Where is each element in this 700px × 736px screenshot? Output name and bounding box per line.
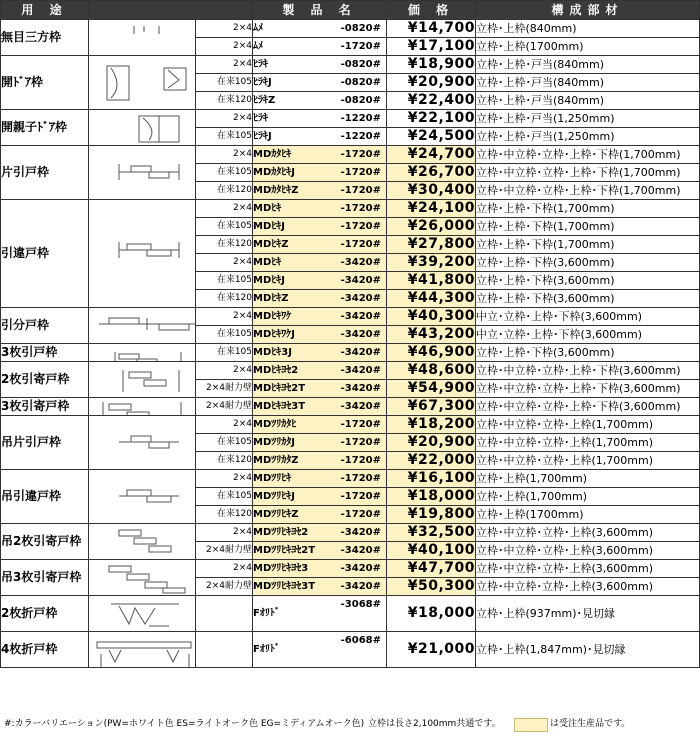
product-code: -3420# (340, 527, 381, 538)
product-name: MDｶﾀﾋｷJ (253, 167, 295, 178)
price-cell: ¥17,100 (387, 38, 476, 56)
table-row (1, 344, 700, 362)
price-cell: ¥48,600 (387, 362, 476, 380)
product-name: MDﾂﾘﾋｷZ (253, 509, 299, 520)
price-cell: ¥50,300 (387, 578, 476, 596)
spec-cell: 2×4 (196, 110, 253, 128)
product-code: -1720# (340, 473, 381, 484)
product-code: -3420# (340, 401, 381, 412)
components-cell: 立枠･中立枠･立枠･上枠･下枠(1,700mm) (476, 182, 700, 200)
spec-cell: 2×4 (196, 200, 253, 218)
product-name: MDﾋｷﾖｾ2 (253, 365, 299, 376)
product-name-cell (253, 542, 387, 560)
spec-cell: 2×4耐力壁 (196, 380, 253, 398)
product-name-cell (253, 524, 387, 542)
table-row (1, 56, 700, 74)
frame-illustration (89, 560, 196, 596)
product-code: -1720# (340, 149, 381, 160)
spec-cell: 在来105 (196, 272, 253, 290)
product-name: MDﾂﾘｶﾀZ (253, 455, 299, 466)
product-name-cell (253, 380, 387, 398)
product-code: -1720# (340, 203, 381, 214)
usage-cell: 開親子ﾄﾞｱ枠 (1, 110, 89, 146)
product-name-cell (253, 74, 387, 92)
product-code: -1720# (340, 509, 381, 520)
spec-cell: 2×4耐力壁 (196, 542, 253, 560)
table-row (1, 524, 700, 542)
price-cell: ¥20,900 (387, 74, 476, 92)
product-name-cell (253, 398, 387, 416)
product-code: -1720# (340, 185, 381, 196)
header-price: 価 格 (387, 1, 476, 20)
table-row (1, 470, 700, 488)
price-cell: ¥67,300 (387, 398, 476, 416)
product-name-cell (253, 470, 387, 488)
product-name-cell (253, 506, 387, 524)
product-name: Fｵﾘﾄﾞ (253, 608, 280, 619)
price-cell: ¥14,700 (387, 20, 476, 38)
spec-cell: 在来105 (196, 344, 253, 362)
usage-cell: 吊2枚引寄戸枠 (1, 524, 89, 560)
product-code: -3420# (340, 329, 381, 340)
spec-cell: 在来105 (196, 488, 253, 506)
components-cell: 立枠･中立枠･立枠･上枠･下枠(3,600mm) (476, 362, 700, 380)
components-cell: 立枠･上枠･下枠(3,600mm) (476, 272, 700, 290)
product-code: -1720# (340, 167, 381, 178)
frame-illustration (89, 56, 196, 110)
price-cell: ¥24,100 (387, 200, 476, 218)
spec-cell: 在来120 (196, 182, 253, 200)
spec-cell: 2×4 (196, 362, 253, 380)
price-cell: ¥24,700 (387, 146, 476, 164)
price-cell: ¥27,800 (387, 236, 476, 254)
made-to-order-legend: は受注生産品です。 (550, 719, 631, 729)
price-cell: ¥19,800 (387, 506, 476, 524)
price-cell: ¥44,300 (387, 290, 476, 308)
product-name-cell (253, 236, 387, 254)
components-cell: 立枠･上枠･下枠(3,600mm) (476, 290, 700, 308)
product-name-cell (253, 92, 387, 110)
spec-cell: 2×4 (196, 560, 253, 578)
price-cell: ¥39,200 (387, 254, 476, 272)
spec-cell: 2×4 (196, 308, 253, 326)
product-name: ﾑﾒ (253, 23, 263, 34)
product-code: -3420# (340, 545, 381, 556)
product-code: -1220# (340, 131, 381, 142)
components-cell: 立枠･中立枠･立枠･上枠(3,600mm) (476, 542, 700, 560)
price-cell: ¥21,000 (387, 632, 476, 668)
components-cell: 立枠･上枠･下枠(3,600mm) (476, 344, 700, 362)
table-row (1, 416, 700, 434)
product-name-cell (253, 488, 387, 506)
product-code: -6068# (340, 635, 381, 646)
table-row (1, 308, 700, 326)
usage-cell: 2枚引寄戸枠 (1, 362, 89, 398)
product-code: -3420# (340, 347, 381, 358)
frame-illustration (89, 146, 196, 200)
product-name-cell (253, 578, 387, 596)
product-name: MDﾂﾘﾋｷ (253, 473, 292, 484)
price-cell: ¥22,400 (387, 92, 476, 110)
spec-cell: 在来120 (196, 506, 253, 524)
spec-cell: 在来105 (196, 164, 253, 182)
frame-illustration (89, 308, 196, 344)
product-code: -3420# (340, 293, 381, 304)
frame-illustration (89, 632, 196, 668)
usage-cell: 引分戸枠 (1, 308, 89, 344)
product-name: ﾋﾗｷ (253, 113, 268, 124)
product-code: -3068# (340, 599, 381, 610)
components-cell: 立枠･上枠･戸当(840mm) (476, 74, 700, 92)
frame-illustration (89, 398, 196, 416)
product-name-cell (253, 344, 387, 362)
spec-cell: 2×4 (196, 56, 253, 74)
usage-cell: 吊引違戸枠 (1, 470, 89, 524)
frame-illustration (89, 344, 196, 362)
header-blank (89, 1, 253, 20)
components-cell: 立枠･上枠･戸当(840mm) (476, 92, 700, 110)
product-name: MDﾂﾘﾋｷﾖｾ2T (253, 545, 316, 556)
components-cell: 立枠･中立枠･立枠･上枠･下枠(3,600mm) (476, 398, 700, 416)
product-code: -1720# (340, 41, 381, 52)
product-code: -3420# (340, 365, 381, 376)
price-cell: ¥54,900 (387, 380, 476, 398)
price-cell: ¥18,000 (387, 596, 476, 632)
spec-cell: 2×4 (196, 38, 253, 56)
product-name: MDﾋｷ (253, 203, 282, 214)
spec-cell: 2×4 (196, 146, 253, 164)
product-name: ﾑﾒ (253, 41, 263, 52)
table-row (1, 362, 700, 380)
product-name-cell (253, 218, 387, 236)
usage-cell: 無目三方枠 (1, 20, 89, 56)
product-name: MDﾂﾘﾋｷﾖｾ3 (253, 563, 309, 574)
components-cell: 立枠･中立枠･立枠･上枠･下枠(1,700mm) (476, 164, 700, 182)
footer-notes (0, 715, 700, 733)
product-code: -1720# (340, 239, 381, 250)
table-row (1, 560, 700, 578)
product-name-cell (253, 254, 387, 272)
components-cell: 中立･立枠･上枠･下枠(3,600mm) (476, 326, 700, 344)
components-cell: 中立･立枠･上枠･下枠(3,600mm) (476, 308, 700, 326)
spec-cell: 在来105 (196, 74, 253, 92)
components-cell: 立枠･上枠･戸当(1,250mm) (476, 128, 700, 146)
product-code: -1720# (340, 221, 381, 232)
spec-cell: 在来120 (196, 92, 253, 110)
price-cell: ¥18,000 (387, 488, 476, 506)
made-to-order-swatch (514, 718, 548, 732)
components-cell: 立枠･上枠･下枠(1,700mm) (476, 200, 700, 218)
spec-cell: 在来105 (196, 434, 253, 452)
product-name: MDﾂﾘｶﾀJ (253, 437, 295, 448)
product-name-cell (253, 560, 387, 578)
usage-cell: 2枚折戸枠 (1, 596, 89, 632)
usage-cell: 吊片引戸枠 (1, 416, 89, 470)
product-name: ﾋﾗｷ (253, 59, 268, 70)
usage-cell: 4枚折戸枠 (1, 632, 89, 668)
product-name: MDﾋｷJ (253, 275, 285, 286)
product-name: MDﾋｷ3J (253, 347, 292, 358)
product-name-cell (253, 200, 387, 218)
usage-cell: 3枚引寄戸枠 (1, 398, 89, 416)
product-name: MDﾋｷﾜｹJ (253, 329, 295, 340)
product-code: -1720# (340, 491, 381, 502)
spec-cell (196, 596, 253, 632)
product-code: -0820# (340, 59, 381, 70)
components-cell: 立枠･上枠(1,847mm)･見切縁 (476, 632, 700, 668)
price-cell: ¥22,100 (387, 110, 476, 128)
components-cell: 立枠･上枠･戸当(1,250mm) (476, 110, 700, 128)
product-name-cell (253, 182, 387, 200)
price-cell: ¥18,200 (387, 416, 476, 434)
frame-illustration (89, 200, 196, 308)
product-name-cell (253, 128, 387, 146)
frame-illustration (89, 524, 196, 560)
product-name: MDﾋｷﾜｹ (253, 311, 292, 322)
components-cell: 立枠･上枠(937mm)･見切縁 (476, 596, 700, 632)
header-usage: 用 途 (1, 1, 89, 20)
spec-cell: 在来120 (196, 290, 253, 308)
product-name: ﾋﾗｷZ (253, 95, 276, 106)
components-cell: 立枠･上枠(1,700mm) (476, 488, 700, 506)
price-table-body (1, 20, 700, 668)
product-name: MDﾋｷZ (253, 239, 289, 250)
header-components: 構成部材 (476, 1, 700, 20)
components-cell: 立枠･中立枠･立枠･上枠(1,700mm) (476, 416, 700, 434)
frame-illustration (89, 596, 196, 632)
components-cell: 立枠･中立枠･立枠･上枠(1,700mm) (476, 434, 700, 452)
product-name-cell (253, 416, 387, 434)
spec-cell: 在来105 (196, 326, 253, 344)
frame-illustration (89, 20, 196, 56)
product-name: MDﾋｷﾖｾ2T (253, 383, 306, 394)
spec-cell: 2×4耐力壁 (196, 398, 253, 416)
components-cell: 立枠･中立枠･立枠･上枠(3,600mm) (476, 578, 700, 596)
product-name-cell (253, 434, 387, 452)
product-name: MDﾋｷJ (253, 221, 285, 232)
product-code: -0820# (340, 23, 381, 34)
usage-cell: 片引戸枠 (1, 146, 89, 200)
product-name: MDﾋｷﾖｾ3T (253, 401, 306, 412)
product-name: ﾋﾗｷJ (253, 131, 272, 142)
table-row (1, 398, 700, 416)
price-cell: ¥20,900 (387, 434, 476, 452)
components-cell: 立枠･中立枠･立枠･上枠(3,600mm) (476, 524, 700, 542)
table-row (1, 20, 700, 38)
product-name-cell (253, 272, 387, 290)
product-name: MDﾂﾘﾋｷﾖｾ3T (253, 581, 316, 592)
product-name: MDｶﾀﾋｷZ (253, 185, 299, 196)
usage-cell: 引違戸枠 (1, 200, 89, 308)
spec-cell: 2×4耐力壁 (196, 578, 253, 596)
product-code: -1720# (340, 437, 381, 448)
table-row (1, 110, 700, 128)
components-cell: 立枠･上枠･下枠(3,600mm) (476, 254, 700, 272)
frame-illustration (89, 470, 196, 524)
price-cell: ¥32,500 (387, 524, 476, 542)
price-cell: ¥26,000 (387, 218, 476, 236)
components-cell: 立枠･上枠･戸当(840mm) (476, 56, 700, 74)
frame-illustration (89, 362, 196, 398)
product-code: -3420# (340, 563, 381, 574)
spec-cell: 在来120 (196, 452, 253, 470)
price-cell: ¥18,900 (387, 56, 476, 74)
product-code: -0820# (340, 77, 381, 88)
product-code: -3420# (340, 275, 381, 286)
spec-cell: 2×4 (196, 20, 253, 38)
product-code: -1220# (340, 113, 381, 124)
usage-cell: 吊3枚引寄戸枠 (1, 560, 89, 596)
product-name-cell (253, 452, 387, 470)
product-code: -3420# (340, 311, 381, 322)
spec-cell: 在来120 (196, 236, 253, 254)
product-name-cell (253, 20, 387, 38)
spec-cell: 2×4 (196, 254, 253, 272)
price-cell: ¥26,700 (387, 164, 476, 182)
price-cell: ¥47,700 (387, 560, 476, 578)
product-name: ﾋﾗｷJ (253, 77, 272, 88)
product-code: -1720# (340, 455, 381, 466)
table-row (1, 146, 700, 164)
price-cell: ¥40,100 (387, 542, 476, 560)
spec-cell (196, 632, 253, 668)
product-name: MDﾋｷZ (253, 293, 289, 304)
components-cell: 立枠･中立枠･立枠･上枠(3,600mm) (476, 560, 700, 578)
frame-illustration (89, 110, 196, 146)
components-cell: 立枠･中立枠･立枠･上枠･下枠(1,700mm) (476, 146, 700, 164)
price-cell: ¥30,400 (387, 182, 476, 200)
product-code: -3420# (340, 581, 381, 592)
product-name: MDﾂﾘﾋｷﾖｾ2 (253, 527, 309, 538)
product-code: -0820# (340, 95, 381, 106)
product-name-cell (253, 326, 387, 344)
product-name-cell (253, 38, 387, 56)
components-cell: 立枠･上枠(1700mm) (476, 38, 700, 56)
price-cell: ¥24,500 (387, 128, 476, 146)
product-name-cell (253, 596, 387, 632)
price-cell: ¥43,200 (387, 326, 476, 344)
product-name-cell (253, 146, 387, 164)
product-name-cell (253, 290, 387, 308)
product-name: MDﾋｷ (253, 257, 282, 268)
price-cell: ¥46,900 (387, 344, 476, 362)
header-row (1, 1, 700, 20)
frame-illustration (89, 416, 196, 470)
color-variation-note: #:カラーバリエーション(PW=ホワイト色 ES=ライトオーク色 EG=ミディアムオーク色) (4, 719, 365, 729)
product-name-cell (253, 164, 387, 182)
product-name-cell (253, 110, 387, 128)
components-cell: 立枠･上枠･下枠(1,700mm) (476, 218, 700, 236)
product-name-cell (253, 308, 387, 326)
product-code: -3420# (340, 257, 381, 268)
spec-cell: 2×4 (196, 416, 253, 434)
spec-cell: 在来105 (196, 128, 253, 146)
price-cell: ¥16,100 (387, 470, 476, 488)
product-name-cell (253, 362, 387, 380)
product-name-cell (253, 56, 387, 74)
product-code: -3420# (340, 383, 381, 394)
components-cell: 立枠･上枠･下枠(1,700mm) (476, 236, 700, 254)
components-cell: 立枠･上枠(840mm) (476, 20, 700, 38)
price-cell: ¥22,000 (387, 452, 476, 470)
table-row (1, 200, 700, 218)
price-cell: ¥40,300 (387, 308, 476, 326)
product-name: MDﾂﾘｶﾀﾋ (253, 419, 297, 430)
spec-cell: 2×4 (196, 524, 253, 542)
components-cell: 立枠･上枠(1,700mm) (476, 470, 700, 488)
table-row (1, 632, 700, 668)
product-name: MDｶﾀﾋｷ (253, 149, 292, 160)
frame-length-note: 立枠は長さ2,100mm共通です。 (368, 719, 501, 729)
components-cell: 立枠･中立枠･立枠･上枠(1,700mm) (476, 452, 700, 470)
components-cell: 立枠･中立枠･立枠･上枠･下枠(3,600mm) (476, 380, 700, 398)
price-cell: ¥41,800 (387, 272, 476, 290)
spec-cell: 在来105 (196, 218, 253, 236)
product-name: MDﾂﾘﾋｷJ (253, 491, 295, 502)
product-name-cell (253, 632, 387, 668)
product-name: Fｵﾘﾄﾞ (253, 644, 280, 655)
spec-cell: 2×4 (196, 470, 253, 488)
header-product-name: 製 品 名 (253, 1, 387, 20)
product-code: -1720# (340, 419, 381, 430)
components-cell: 立枠･上枠(1700mm) (476, 506, 700, 524)
table-row (1, 596, 700, 632)
usage-cell: 3枚引戸枠 (1, 344, 89, 362)
usage-cell: 開ﾄﾞｱ枠 (1, 56, 89, 110)
